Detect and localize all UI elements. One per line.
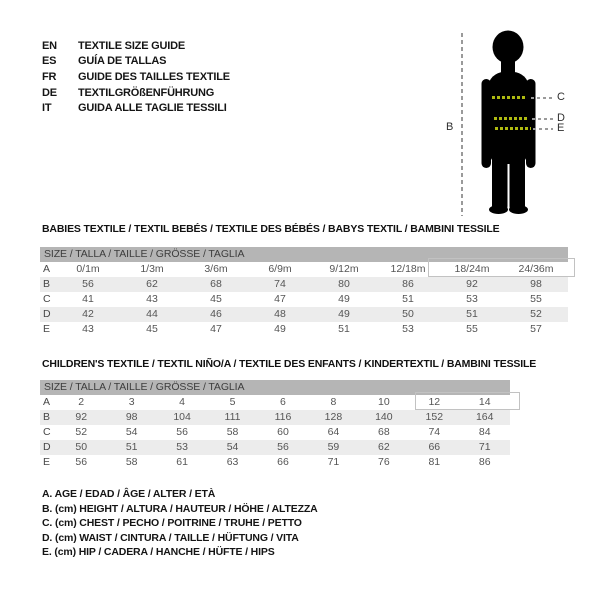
table-cell: 48: [274, 308, 286, 320]
table-cell: 84: [478, 426, 491, 438]
table-cell: 80: [338, 278, 350, 290]
table-cell: 55: [530, 293, 542, 305]
hip-measure-line: [495, 127, 531, 130]
table-row: [40, 322, 568, 337]
measurement-legend: [42, 488, 318, 561]
table-cell: 3/6m: [204, 263, 228, 275]
table-row: [40, 440, 510, 455]
language-row: [42, 38, 230, 54]
legend-line: E. (cm) HIP / CADERA / HANCHE / HÜFTE / HIPS: [42, 546, 275, 559]
table-cell: 74: [274, 278, 286, 290]
table-cell: 68: [210, 278, 222, 290]
table-cell: 12/18m: [390, 263, 426, 275]
table-cell: 140: [375, 411, 393, 423]
table-cell: 6/9m: [268, 263, 292, 275]
legend-line: C. (cm) CHEST / PECHO / POITRINE / TRUHE / PETTO: [42, 517, 302, 530]
language-row: [42, 54, 230, 70]
table-cell: 42: [82, 308, 94, 320]
table-cell: 4: [179, 396, 186, 408]
table-cell: 68: [378, 426, 390, 438]
table-row: [40, 410, 510, 425]
table-cell: 6: [280, 396, 286, 408]
table-cell: 43: [146, 293, 158, 305]
children-size-header: SIZE / TALLA / TAILLE / GRÖSSE / TAGLIA: [40, 380, 510, 395]
table-cell: 43: [82, 323, 94, 335]
language-code: EN: [42, 39, 57, 52]
table-cell: 53: [402, 323, 414, 335]
legend-line: A. AGE / EDAD / ÂGE / ALTER / ETÀ: [42, 488, 216, 500]
table-cell: 164: [475, 411, 494, 423]
table-cell: 49: [338, 293, 350, 305]
table-cell: 98: [125, 411, 138, 423]
table-cell: 71: [327, 456, 340, 468]
table-cell: 86: [478, 456, 491, 468]
table-cell: 3: [128, 396, 135, 408]
table-cell: 52: [75, 426, 88, 438]
table-cell: 57: [530, 323, 542, 335]
row-label: C: [43, 293, 51, 305]
babies-size-header: SIZE / TALLA / TAILLE / GRÖSSE / TAGLIA: [40, 247, 568, 262]
table-cell: 74: [428, 426, 441, 438]
row-label: E: [43, 456, 51, 468]
table-cell: 24/36m: [518, 263, 554, 275]
table-cell: 81: [428, 456, 441, 468]
table-cell: 71: [478, 441, 491, 453]
language-code: ES: [42, 55, 57, 68]
table-cell: 50: [75, 441, 88, 453]
table-cell: 111: [224, 411, 241, 423]
language-code: FR: [42, 70, 57, 83]
table-cell: 0/1m: [76, 263, 100, 275]
table-cell: 61: [176, 456, 188, 468]
table-row: [40, 455, 510, 470]
table-cell: 56: [277, 441, 289, 453]
table-cell: 76: [378, 456, 390, 468]
hip-measure-label: E: [557, 122, 565, 134]
waist-measure-label: D: [557, 112, 565, 124]
table-cell: 116: [274, 411, 292, 423]
babies-table-title: BABIES TEXTILE / TEXTIL BEBÉS / TEXTILE DES BÉBÉS / BABYS TEXTIL / BAMBINI TESSILE: [42, 223, 500, 235]
legend-line: B. (cm) HEIGHT / ALTURA / HAUTEUR / HÖHE / ALTEZZA: [42, 502, 318, 515]
table-cell: 51: [402, 293, 414, 305]
babies-highlight-box: [428, 258, 575, 277]
table-cell: 128: [324, 411, 343, 423]
table-cell: 92: [466, 278, 478, 290]
height-measure-label: B: [446, 121, 454, 133]
language-title: GUIDE DES TAILLES TEXTILE: [78, 70, 230, 83]
row-label: D: [43, 441, 51, 453]
chest-measure-line-extension: [531, 97, 552, 99]
row-label: B: [43, 411, 51, 423]
table-cell: 47: [210, 323, 222, 335]
row-label: C: [43, 426, 51, 438]
language-code: IT: [42, 102, 52, 115]
table-cell: 152: [425, 411, 444, 423]
language-row: [42, 85, 230, 101]
language-title: GUIDA ALLE TAGLIE TESSILI: [78, 102, 227, 115]
table-cell: 54: [125, 426, 138, 438]
table-cell: 44: [146, 308, 158, 320]
chest-measure-label: C: [557, 91, 565, 103]
table-cell: 53: [176, 441, 188, 453]
children-table-title: CHILDREN'S TEXTILE / TEXTIL NIÑO/A / TEXTILE DES ENFANTS / KINDERTEXTIL / BAMBINI TESSILE: [42, 358, 537, 370]
table-cell: 45: [146, 323, 158, 335]
table-cell: 56: [176, 426, 188, 438]
table-cell: 47: [274, 293, 286, 305]
table-cell: 2: [78, 396, 85, 408]
table-cell: 18/24m: [454, 263, 490, 275]
language-row: [42, 69, 230, 85]
language-row: [42, 100, 230, 116]
waist-measure-line-extension: [532, 118, 553, 120]
table-cell: 53: [466, 293, 478, 305]
table-cell: 52: [530, 308, 542, 320]
row-label: D: [43, 308, 51, 320]
table-cell: 51: [466, 308, 478, 320]
table-cell: 58: [125, 456, 138, 468]
hip-measure-line-extension: [533, 128, 553, 130]
language-code: DE: [42, 86, 57, 99]
table-cell: 64: [327, 426, 340, 438]
table-cell: 8: [330, 396, 337, 408]
chest-measure-line: [492, 96, 527, 99]
table-cell: 60: [277, 426, 289, 438]
table-cell: 104: [173, 411, 191, 423]
table-cell: 9/12m: [329, 263, 359, 275]
row-label: A: [43, 263, 51, 275]
table-row: [40, 292, 568, 307]
row-label: E: [43, 323, 51, 335]
table-row: [40, 307, 568, 322]
table-cell: 12: [428, 396, 441, 408]
language-title: GUÍA DE TALLAS: [78, 55, 167, 68]
language-title-list: [42, 38, 230, 116]
table-cell: 41: [82, 293, 94, 305]
table-cell: 51: [125, 441, 138, 453]
table-cell: 5: [229, 396, 236, 408]
table-cell: 58: [226, 426, 239, 438]
table-cell: 10: [378, 396, 390, 408]
table-cell: 51: [338, 323, 350, 335]
table-cell: 92: [75, 411, 88, 423]
language-title: TEXTILE SIZE GUIDE: [78, 39, 186, 52]
children-highlight-box: [415, 392, 520, 410]
table-cell: 49: [274, 323, 286, 335]
row-label: B: [43, 278, 51, 290]
table-cell: 56: [75, 456, 88, 468]
table-cell: 1/3m: [140, 263, 164, 275]
row-label: A: [43, 396, 51, 408]
waist-measure-line: [494, 117, 529, 120]
table-row: [40, 425, 510, 440]
table-cell: 55: [466, 323, 478, 335]
child-silhouette: [450, 30, 570, 216]
table-row: [40, 277, 568, 292]
table-cell: 50: [402, 308, 414, 320]
table-cell: 46: [210, 308, 222, 320]
height-measure-line: [461, 33, 463, 216]
table-cell: 66: [277, 456, 289, 468]
table-cell: 98: [530, 278, 542, 290]
table-cell: 54: [226, 441, 239, 453]
table-cell: 14: [478, 396, 491, 408]
table-cell: 59: [327, 441, 340, 453]
table-cell: 66: [428, 441, 441, 453]
table-cell: 62: [378, 441, 390, 453]
table-cell: 63: [226, 456, 239, 468]
table-cell: 62: [146, 278, 158, 290]
table-cell: 56: [82, 278, 94, 290]
table-cell: 86: [402, 278, 414, 290]
table-cell: 49: [338, 308, 350, 320]
language-title: TEXTILGRÖßENFÜHRUNG: [78, 86, 215, 99]
table-cell: 45: [210, 293, 222, 305]
legend-line: D. (cm) WAIST / CINTURA / TAILLE / HÜFTUNG / VITA: [42, 531, 299, 544]
